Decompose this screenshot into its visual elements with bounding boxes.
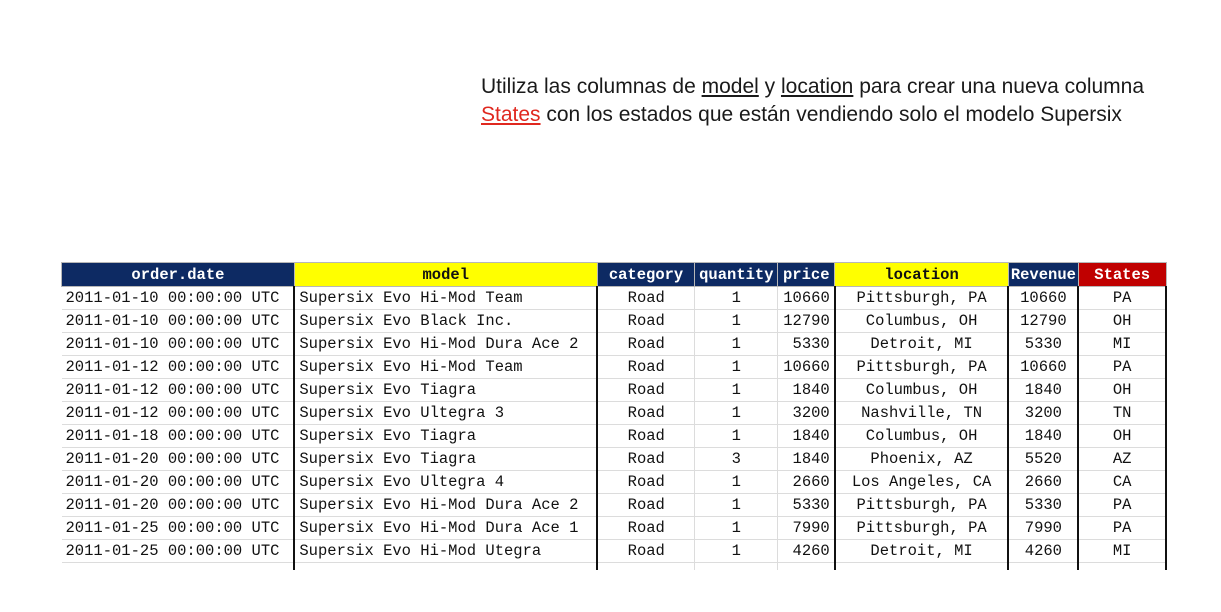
cell-quantity[interactable]: 1	[695, 356, 778, 379]
cell-model[interactable]: Supersix Evo Hi-Mod Dura Ace 2	[294, 333, 597, 356]
cell-states[interactable]: TN	[1078, 402, 1166, 425]
cell-price[interactable]: 5330	[778, 333, 835, 356]
cell-revenue[interactable]: 5520	[1008, 448, 1078, 471]
cell-order-date[interactable]: 2011-01-25 00:00:00 UTC	[62, 517, 295, 540]
cell-category[interactable]: Road	[597, 356, 695, 379]
cell-quantity[interactable]: 1	[695, 540, 778, 563]
cell-states[interactable]: CA	[1078, 471, 1166, 494]
cell-quantity[interactable]: 1	[695, 402, 778, 425]
cell-states[interactable]: MI	[1078, 540, 1166, 563]
table-row	[62, 494, 1167, 517]
cell-location[interactable]: Pittsburgh, PA	[835, 494, 1009, 517]
cell-order-date[interactable]: 2011-01-10 00:00:00 UTC	[62, 333, 295, 356]
cell-revenue[interactable]: 3200	[1008, 402, 1078, 425]
instruction-part4: con los estados que están vendiendo solo el modelo Supersix	[540, 103, 1122, 126]
header-order-date[interactable]: order.date	[62, 263, 295, 287]
cell-quantity[interactable]: 1	[695, 333, 778, 356]
cell-category[interactable]: Road	[597, 540, 695, 563]
cell-revenue[interactable]: 1840	[1008, 425, 1078, 448]
cell-revenue[interactable]: 5330	[1008, 494, 1078, 517]
header-revenue[interactable]: Revenue	[1008, 263, 1078, 287]
instruction-location-word: location	[780, 75, 854, 98]
header-category[interactable]: category	[597, 263, 695, 287]
cell-price[interactable]: 1840	[778, 425, 835, 448]
cell-revenue[interactable]: 10660	[1008, 287, 1078, 310]
cell-location[interactable]: Nashville, TN	[835, 402, 1009, 425]
cell-price[interactable]: 10660	[778, 287, 835, 310]
table-row	[62, 471, 1167, 494]
cell-model[interactable]: Supersix Evo Hi-Mod Dura Ace 2	[294, 494, 597, 517]
cell-states[interactable]: OH	[1078, 310, 1166, 333]
table-row	[62, 287, 1167, 310]
cell-cutoff	[695, 563, 778, 571]
cell-cutoff	[835, 563, 1009, 571]
instruction-part2: y	[758, 75, 781, 98]
cell-order-date[interactable]: 2011-01-10 00:00:00 UTC	[62, 310, 295, 333]
cell-cutoff	[294, 563, 597, 571]
cell-quantity[interactable]: 1	[695, 287, 778, 310]
cell-revenue[interactable]: 7990	[1008, 517, 1078, 540]
cell-states[interactable]: AZ	[1078, 448, 1166, 471]
table-body	[62, 287, 1167, 571]
cell-model[interactable]: Supersix Evo Ultegra 4	[294, 471, 597, 494]
cell-category[interactable]: Road	[597, 494, 695, 517]
table-row	[62, 402, 1167, 425]
cell-model[interactable]: Supersix Evo Hi-Mod Team	[294, 287, 597, 310]
cell-cutoff	[62, 563, 295, 571]
cell-cutoff	[1008, 563, 1078, 571]
cell-price[interactable]: 1840	[778, 448, 835, 471]
data-table	[61, 262, 1167, 570]
cell-category[interactable]: Road	[597, 287, 695, 310]
header-location[interactable]: location	[835, 263, 1009, 287]
cell-location[interactable]: Pittsburgh, PA	[835, 517, 1009, 540]
cell-model[interactable]: Supersix Evo Black Inc.	[294, 310, 597, 333]
instruction-model-word: model	[701, 75, 759, 98]
header-price[interactable]: price	[778, 263, 835, 287]
table-row	[62, 333, 1167, 356]
cell-order-date[interactable]: 2011-01-18 00:00:00 UTC	[62, 425, 295, 448]
header-quantity[interactable]: quantity	[695, 263, 778, 287]
cell-quantity[interactable]: 1	[695, 517, 778, 540]
data-table-sheet	[61, 262, 1167, 570]
cell-order-date[interactable]: 2011-01-20 00:00:00 UTC	[62, 494, 295, 517]
table-row-cutoff	[62, 563, 1167, 571]
cell-location[interactable]: Phoenix, AZ	[835, 448, 1009, 471]
cell-category[interactable]: Road	[597, 379, 695, 402]
cell-category[interactable]: Road	[597, 425, 695, 448]
cell-model[interactable]: Supersix Evo Tiagra	[294, 448, 597, 471]
cell-order-date[interactable]: 2011-01-12 00:00:00 UTC	[62, 402, 295, 425]
cell-states[interactable]: MI	[1078, 333, 1166, 356]
cell-quantity[interactable]: 1	[695, 494, 778, 517]
cell-category[interactable]: Road	[597, 448, 695, 471]
instruction-part3: para crear una nueva columna	[853, 75, 1145, 98]
cell-states[interactable]: PA	[1078, 517, 1166, 540]
cell-states[interactable]: OH	[1078, 379, 1166, 402]
header-model[interactable]: model	[294, 263, 597, 287]
cell-states[interactable]: PA	[1078, 356, 1166, 379]
table-row	[62, 425, 1167, 448]
cell-cutoff	[597, 563, 695, 571]
instruction-part1: Utiliza las columnas de	[481, 75, 702, 98]
cell-location[interactable]: Los Angeles, CA	[835, 471, 1009, 494]
cell-states[interactable]: OH	[1078, 425, 1166, 448]
cell-order-date[interactable]: 2011-01-25 00:00:00 UTC	[62, 540, 295, 563]
cell-price[interactable]: 5330	[778, 494, 835, 517]
instruction-states-word: States	[481, 103, 541, 126]
cell-revenue[interactable]: 12790	[1008, 310, 1078, 333]
cell-location[interactable]: Pittsburgh, PA	[835, 356, 1009, 379]
cell-quantity[interactable]: 1	[695, 310, 778, 333]
cell-category[interactable]: Road	[597, 517, 695, 540]
cell-price[interactable]: 2660	[778, 471, 835, 494]
cell-cutoff	[1078, 563, 1166, 571]
cell-quantity[interactable]: 1	[695, 379, 778, 402]
table-row	[62, 517, 1167, 540]
cell-states[interactable]: PA	[1078, 287, 1166, 310]
cell-category[interactable]: Road	[597, 310, 695, 333]
cell-revenue[interactable]: 2660	[1008, 471, 1078, 494]
cell-states[interactable]: PA	[1078, 494, 1166, 517]
cell-order-date[interactable]: 2011-01-20 00:00:00 UTC	[62, 471, 295, 494]
cell-price[interactable]: 10660	[778, 356, 835, 379]
cell-location[interactable]: Columbus, OH	[835, 425, 1009, 448]
cell-revenue[interactable]: 10660	[1008, 356, 1078, 379]
instruction-text	[481, 73, 1171, 129]
cell-model[interactable]: Supersix Evo Tiagra	[294, 379, 597, 402]
table-row	[62, 379, 1167, 402]
cell-location[interactable]: Columbus, OH	[835, 379, 1009, 402]
cell-quantity[interactable]: 1	[695, 425, 778, 448]
cell-price[interactable]: 1840	[778, 379, 835, 402]
cell-order-date[interactable]: 2011-01-10 00:00:00 UTC	[62, 287, 295, 310]
cell-model[interactable]: Supersix Evo Ultegra 3	[294, 402, 597, 425]
cell-location[interactable]: Pittsburgh, PA	[835, 287, 1009, 310]
cell-revenue[interactable]: 1840	[1008, 379, 1078, 402]
cell-cutoff	[778, 563, 835, 571]
cell-price[interactable]: 3200	[778, 402, 835, 425]
cell-location[interactable]: Detroit, MI	[835, 333, 1009, 356]
cell-revenue[interactable]: 4260	[1008, 540, 1078, 563]
cell-category[interactable]: Road	[597, 333, 695, 356]
cell-price[interactable]: 4260	[778, 540, 835, 563]
cell-category[interactable]: Road	[597, 402, 695, 425]
table-row	[62, 448, 1167, 471]
table-row	[62, 356, 1167, 379]
cell-category[interactable]: Road	[597, 471, 695, 494]
cell-order-date[interactable]: 2011-01-20 00:00:00 UTC	[62, 448, 295, 471]
cell-model[interactable]: Supersix Evo Tiagra	[294, 425, 597, 448]
cell-location[interactable]: Detroit, MI	[835, 540, 1009, 563]
cell-model[interactable]: Supersix Evo Hi-Mod Dura Ace 1	[294, 517, 597, 540]
cell-model[interactable]: Supersix Evo Hi-Mod Utegra	[294, 540, 597, 563]
cell-order-date[interactable]: 2011-01-12 00:00:00 UTC	[62, 379, 295, 402]
table-row	[62, 540, 1167, 563]
cell-price[interactable]: 12790	[778, 310, 835, 333]
cell-order-date[interactable]: 2011-01-12 00:00:00 UTC	[62, 356, 295, 379]
table-row	[62, 310, 1167, 333]
table-header-row	[62, 263, 1167, 287]
cell-location[interactable]: Columbus, OH	[835, 310, 1009, 333]
cell-quantity[interactable]: 3	[695, 448, 778, 471]
cell-revenue[interactable]: 5330	[1008, 333, 1078, 356]
header-states[interactable]: States	[1078, 263, 1166, 287]
cell-model[interactable]: Supersix Evo Hi-Mod Team	[294, 356, 597, 379]
cell-price[interactable]: 7990	[778, 517, 835, 540]
cell-quantity[interactable]: 1	[695, 471, 778, 494]
